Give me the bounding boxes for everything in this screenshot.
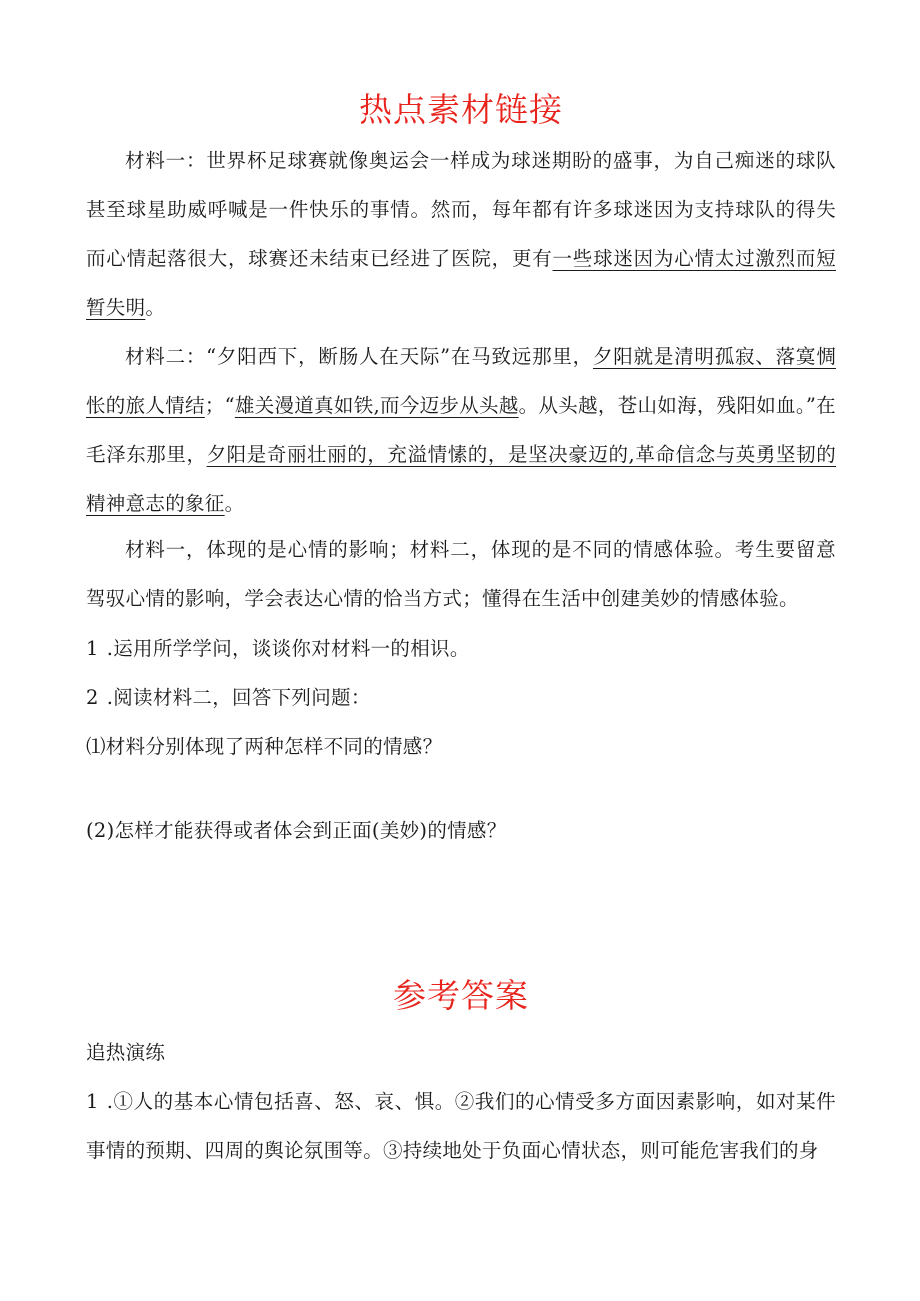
material-one-end: 。 (145, 296, 166, 319)
material-one-underlined: 一些球迷因为心情太过激烈而短暂失明 (86, 247, 836, 319)
question-two (86, 673, 371, 722)
question-one (86, 624, 470, 673)
material-two-text-3: 。从头越，苍山如海，残阳如血。”在毛泽东那里， (86, 394, 836, 466)
material-one-paragraph (86, 136, 836, 332)
question-two-sub-two: (2)怎样才能获得或者体会到正面(美妙)的情感？ (86, 819, 507, 842)
material-two-underlined-1: 夕阳就是清明孤寂、落寞惆怅的旅人情结 (86, 345, 836, 417)
material-two-text-1: 材料二：“夕阳西下，断肠人在天际”在马致远那里， (125, 345, 593, 368)
answer-one-number: 1 (86, 1090, 99, 1113)
material-one-text: 材料一：世界杯足球赛就像奥运会一样成为球迷期盼的盛事，为自己痴迷的球队甚至球星助威呼喊是一件快乐的事情。然而，每年都有许多球迷因为支持球队的得失而心情起落很大，球赛还未结束已经进了医院，更有 (86, 149, 836, 270)
material-two-text-4: 。 (224, 492, 245, 515)
question-two-number: 2 (86, 686, 99, 709)
material-two-underlined-4: 夕阳是奇丽壮丽的，充溢情愫的，是坚决豪迈的,革命信念与英勇坚韧的精神意志的象征 (86, 443, 836, 515)
question-one-number: 1 (86, 637, 99, 660)
answer-one-text: .①人的基本心情包括喜、怒、哀、惧。②我们的心情受多方面因素影响，如对某件事情的预期、四周的舆论氛围等。③持续地处于负面心情状态，则可能危害我们的身 (86, 1090, 836, 1162)
question-two-sub-one: ⑴材料分别体现了两种怎样不同的情感？ (86, 735, 443, 758)
page-title: 热点素材链接 (359, 90, 563, 129)
answer-section-label: 追热演练 (86, 1041, 166, 1064)
material-two-text-2: ；“ (204, 394, 235, 417)
summary-paragraph: 材料一，体现的是心情的影响；材料二，体现的是不同的情感体验。考生要留意驾驭心情的影响，学会表达心情的恰当方式；懂得在生活中创建美妙的情感体验。 (86, 538, 836, 610)
answer-section-title: 参考答案 (393, 976, 529, 1015)
material-two-paragraph (86, 332, 836, 528)
material-two-underlined-3: 而今迈步从头越 (380, 394, 519, 417)
question-two-text: .阅读材料二，回答下列问题： (106, 686, 371, 709)
answer-one (86, 1077, 836, 1175)
material-two-underlined-2: 雄关漫道真如铁, (234, 394, 381, 417)
question-one-text: .运用所学学问，谈谈你对材料一的相识。 (106, 637, 470, 660)
